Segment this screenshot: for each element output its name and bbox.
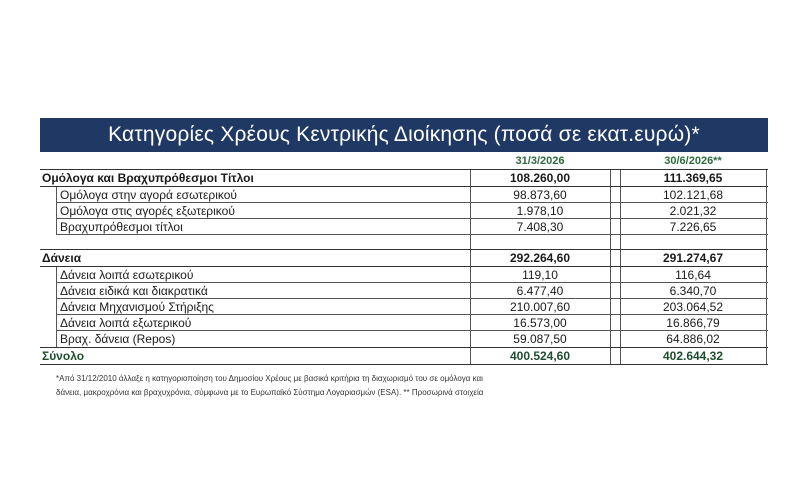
table-row	[40, 283, 768, 299]
row-value-q1: 292.264,60	[509, 251, 571, 265]
table-row	[40, 203, 768, 219]
total-row	[40, 347, 768, 365]
row-value-q1: 7.408,30	[516, 220, 564, 234]
column-header-q2: 30/6/2026**	[664, 155, 722, 167]
table-row	[40, 331, 768, 347]
table-row	[40, 315, 768, 331]
row-value-q1: 108.260,00	[509, 171, 571, 185]
row-label: Ομόλογα και Βραχυπρόθεσμοι Τίτλοι	[42, 171, 254, 185]
row-value-q2: 116,64	[675, 268, 711, 282]
spacer-row	[40, 235, 768, 249]
footnote-line-2: δάνεια, μακροχρόνια και βραχυχρόνια, σύμφωνα με το Ευρωπαϊκό Σύστημα Λογαριασμών (ESA). ** Προσωρινά στοιχεία	[56, 388, 484, 397]
row-value-q1: 1.978,10	[516, 204, 564, 218]
row-value-q2: 203.064,52	[662, 300, 724, 314]
total-value-q1: 400.524,60	[509, 349, 571, 363]
row-value-q2: 291.274,67	[662, 251, 724, 265]
row-value-q2: 64.886,02	[666, 332, 720, 346]
row-label: Βραχυπρόθεσμοι τίτλοι	[60, 220, 183, 234]
header-row	[40, 153, 768, 169]
table-row	[40, 169, 768, 187]
row-value-q2: 2.021,32	[669, 204, 717, 218]
footnote-line-1: *Από 31/12/2010 άλλαξε η κατηγοριοποίηση του Δημοσίου Χρέους με βασικά κριτήρια τη διαχωρισμό του σε ομόλογα και	[56, 374, 483, 383]
row-value-q2: 16.866,79	[666, 316, 720, 330]
total-value-q2: 402.644,32	[662, 349, 724, 363]
row-value-q1: 16.573,00	[513, 316, 567, 330]
row-value-q2: 102.121,68	[662, 188, 724, 202]
table-row	[40, 249, 768, 267]
row-label: Δάνεια ειδικά και διακρατικά	[60, 284, 208, 298]
table-row	[40, 267, 768, 283]
row-label: Δάνεια Μηχανισμού Στήριξης	[60, 300, 214, 314]
row-value-q2: 6.340,70	[669, 284, 717, 298]
table-title: Κατηγορίες Χρέους Κεντρικής Διοίκησης (ποσά σε εκατ.ευρώ)*	[40, 118, 768, 152]
row-value-q1: 98.873,60	[513, 188, 567, 202]
row-label: Ομόλογα στην αγορά εσωτερικού	[60, 188, 237, 202]
row-label: Δάνεια λοιπά εσωτερικού	[60, 268, 194, 282]
column-header-q1: 31/3/2026	[515, 155, 565, 167]
row-value-q2: 7.226,65	[669, 220, 717, 234]
row-label: Δάνεια λοιπά εξωτερικού	[60, 316, 192, 330]
row-value-q2: 111.369,65	[663, 171, 723, 185]
table-row	[40, 187, 768, 203]
row-value-q1: 59.087,50	[513, 332, 567, 346]
row-value-q1: 6.477,40	[516, 284, 564, 298]
table-row	[40, 299, 768, 315]
row-value-q1: 210.007,60	[509, 300, 571, 314]
row-value-q1: 119,10	[522, 268, 558, 282]
row-label: Δάνεια	[42, 251, 82, 265]
row-label: Βραχ. δάνεια (Repos)	[60, 332, 176, 346]
footnote	[56, 372, 656, 400]
total-label: Σύνολο	[42, 349, 85, 363]
row-label: Ομόλογα στις αγορές εξωτερικού	[60, 204, 235, 218]
debt-table	[40, 153, 768, 365]
table-row	[40, 219, 768, 235]
